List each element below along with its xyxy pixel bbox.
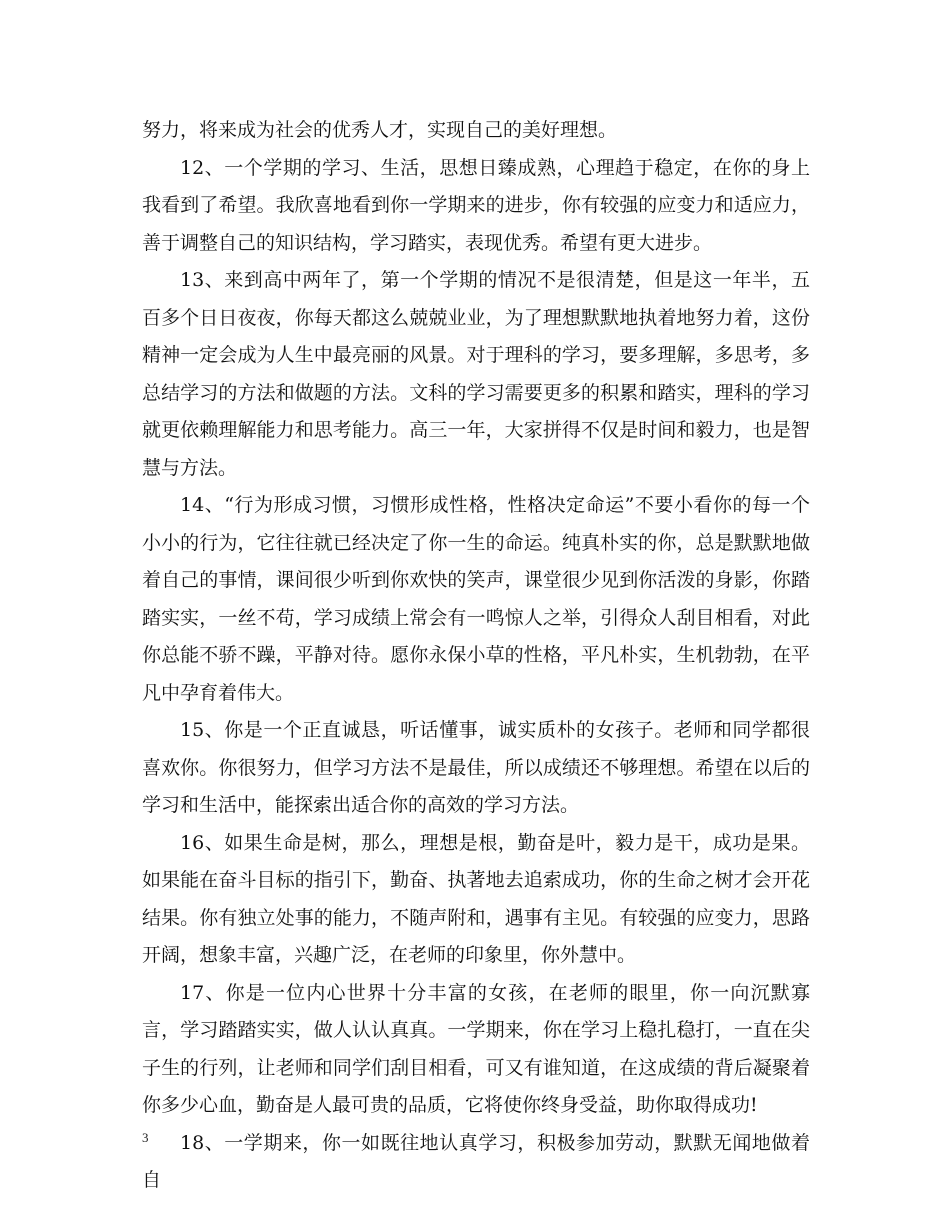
page-number: 3 (142, 1130, 149, 1145)
paragraph-continuation: 努力，将来成为社会的优秀人才，实现自己的美好理想。 (142, 119, 618, 141)
paragraph-17: 17、你是一位内心世界十分丰富的女孩，在老师的眼里，你一向沉默寡言，学习踏踏实实，做人认认真真。一学期来，你在学习上稳扎稳打，一直在尖子生的行列，让老师和同学们刮目相看，可又有谁知道，在这成绩的背后凝聚着你多少心血，勤奋是人最可贵的品质，它将使你终身受益，助你取得成功! (142, 981, 810, 1116)
paragraph-12: 12、一个学期的学习、生活，思想日臻成熟，心理趋于稳定，在你的身上我看到了希望。我欣喜地看到你一学期来的进步，你有较强的应变力和适应力，善于调整自己的知识结构，学习踏实，表现优秀。希望有更大进步。 (142, 156, 810, 254)
document-body (142, 112, 810, 1200)
paragraph-15: 15、你是一个正直诚恳，听话懂事，诚实质朴的女孩子。老师和同学都很喜欢你。你很努力，但学习方法不是最佳，所以成绩还不够理想。希望在以后的学习和生活中，能探索出适合你的高效的学习方法。 (142, 719, 810, 816)
paragraph-14: 14、“行为形成习惯，习惯形成性格，性格决定命运”不要小看你的每一个小小的行为，它往往就已经决定了你一生的命运。纯真朴实的你，总是默默地做着自己的事情，课间很少听到你欢快的笑声，课堂很少见到你活泼的身影，你踏踏实实，一丝不苟，学习成绩上常会有一鸣惊人之举，引得众人刮目相看，对此你总能不骄不躁，平静对待。愿你永保小草的性格，平凡朴实，生机勃勃，在平凡中孕育着伟大。 (142, 494, 810, 704)
paragraph-18: 18、一学期来，你一如既往地认真学习，积极参加劳动，默默无闻地做着自 (142, 1131, 810, 1191)
paragraph-13: 13、来到高中两年了，第一个学期的情况不是很清楚，但是这一年半，五百多个日日夜夜，你每天都这么兢兢业业，为了理想默默地执着地努力着，这份精神一定会成为人生中最亮丽的风景。对于理科的学习，要多理解，多思考，多总结学习的方法和做题的方法。文科的学习需要更多的积累和踏实，理科的学习就更依赖理解能力和思考能力。高三一年，大家拼得不仅是时间和毅力，也是智慧与方法。 (142, 269, 810, 479)
paragraph-16: 16、如果生命是树，那么，理想是根，勤奋是叶，毅力是干，成功是果。如果能在奋斗目标的指引下，勤奋、执著地去追索成功，你的生命之树才会开花结果。你有独立处事的能力，不随声附和，遇事有主见。有较强的应变力，思路开阔，想象丰富，兴趣广泛，在老师的印象里，你外慧中。 (142, 831, 810, 966)
